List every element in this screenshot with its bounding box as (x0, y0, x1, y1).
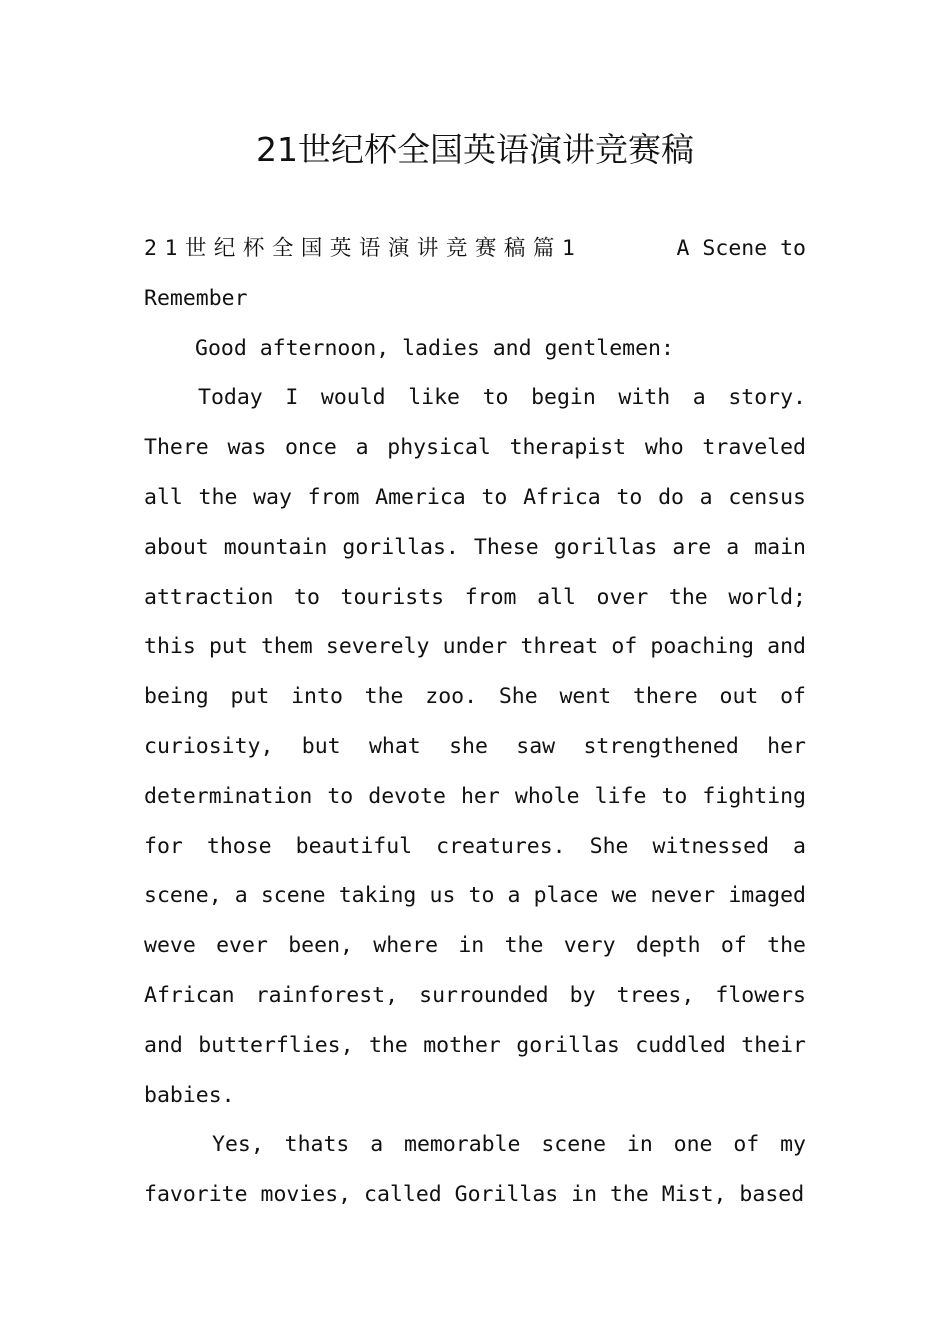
document-title: 21世纪杯全国英语演讲竞赛稿 (256, 130, 694, 169)
paragraph-movie: Yes, thats a memorable scene in one of my favorite movies, called Gorillas in the Mist, based (144, 1132, 806, 1208)
paragraph-greeting: Good afternoon, ladies and gentlemen: (195, 335, 674, 361)
section-heading-prefix: 21世纪杯全国英语演讲竞赛稿篇1 (144, 236, 583, 261)
paragraph-story: Today I would like to begin with a story. There was once a physical therapist who traveled all the way from America to Africa to do a census about mountain gorillas. These gorillas are a main attraction to tourists from all over the world; this put them severely under threat of poaching and being put into the zoo. She went there out of curiosity, but what she saw strengthened her determination to devote her whole life to fighting for those beautiful creatures. She witnessed a scene, a scene taking us to a place we never imaged weve ever been, where in the very depth of the African rainforest, surrounded by trees, flowers and butterflies, the mother gorillas cuddled their babies. (144, 385, 806, 1108)
section-heading-title: A Scene to (676, 236, 806, 261)
document-body (144, 224, 806, 1220)
section-heading (144, 224, 806, 274)
section-heading-title-continued: Remember (144, 285, 248, 311)
